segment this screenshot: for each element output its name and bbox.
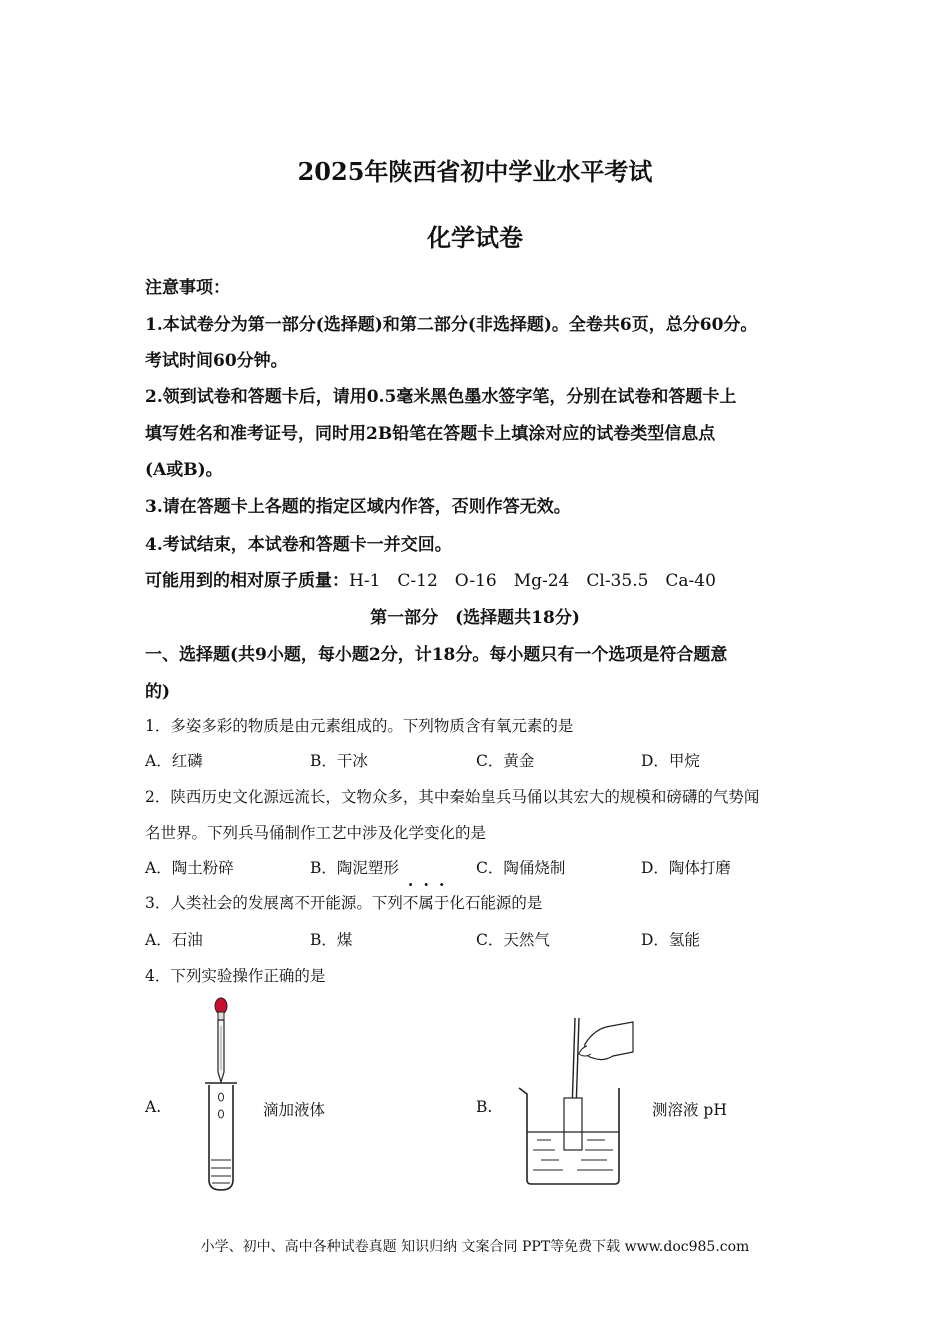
exam-title: 2025年陕西省初中学业水平考试 bbox=[297, 157, 653, 186]
section-heading-a: 一、选择题(共9小题，每小题2分，计18分。每小题只有一个选项是符合题意 bbox=[145, 645, 728, 665]
q3-emphasis-char-3: 于 bbox=[433, 894, 450, 912]
note-3: 3.请在答题卡上各题的指定区域内作答，否则作答无效。 bbox=[145, 497, 571, 517]
note-2c: (A或B)。 bbox=[145, 460, 223, 480]
q1-option-b: B．干冰 bbox=[310, 752, 368, 770]
notes-heading: 注意事项： bbox=[145, 278, 230, 298]
dropper-test-tube-figure bbox=[190, 990, 250, 1200]
note-2b: 填写姓名和准考证号，同时用2B铅笔在答题卡上填涂对应的试卷类型信息点 bbox=[145, 424, 716, 444]
note-1b: 考试时间60分钟。 bbox=[145, 351, 288, 371]
atomic-mass-line bbox=[145, 566, 716, 591]
q3-option-a: A．石油 bbox=[145, 931, 203, 949]
q1-option-d: D．甲烷 bbox=[641, 752, 700, 770]
q3-option-b: B．煤 bbox=[310, 931, 353, 949]
question-2-stem-a: 2．陕西历史文化源远流长，文物众多，其中秦始皇兵马俑以其宏大的规模和磅礴的气势闻 bbox=[145, 788, 760, 806]
q4-option-a-label: A. bbox=[145, 1098, 162, 1116]
note-2a: 2.领到试卷和答题卡后，请用0.5毫米黑色墨水签字笔，分别在试卷和答题卡上 bbox=[145, 387, 737, 407]
q4-option-b-label: B. bbox=[476, 1098, 493, 1116]
question-4-stem: 4．下列实验操作正确的是 bbox=[145, 967, 326, 985]
atomic-mass-values: H-1 C-12 O-16 Mg-24 Cl-35.5 Ca-40 bbox=[349, 571, 716, 591]
section-heading-b: 的) bbox=[145, 682, 171, 702]
question-2-stem-b: 名世界。下列兵马俑制作工艺中涉及化学变化的是 bbox=[145, 824, 487, 842]
part1-heading: 第一部分 (选择题共18分) bbox=[370, 608, 580, 628]
q3-emphasis-char-2: 属 bbox=[418, 894, 434, 912]
q4-option-b-caption: 测溶液 pH bbox=[652, 1101, 727, 1119]
q3-option-c: C．天然气 bbox=[476, 931, 550, 949]
q3-option-d: D．氢能 bbox=[641, 931, 700, 949]
q2-option-b: B．陶泥塑形 bbox=[310, 859, 399, 877]
hand-icon bbox=[585, 1022, 633, 1060]
exam-subtitle: 化学试卷 bbox=[427, 223, 523, 252]
question-3-stem bbox=[145, 891, 542, 913]
atomic-mass-label: 可能用到的相对原子质量： bbox=[145, 571, 349, 591]
q4-option-a-caption: 滴加液体 bbox=[263, 1101, 326, 1119]
page-footer: 小学、初中、高中各种试卷真题 知识归纳 文案合同 PPT等免费下载 www.doc985.com bbox=[200, 1239, 750, 1255]
q1-option-c: C．黄金 bbox=[476, 752, 535, 770]
q2-option-c: C．陶俑烧制 bbox=[476, 859, 566, 877]
q2-option-a: A．陶土粉碎 bbox=[145, 859, 234, 877]
ph-test-beaker-figure bbox=[515, 1012, 645, 1190]
q2-option-d: D．陶体打磨 bbox=[641, 859, 731, 877]
q3-stem-pre: 3．人类社会的发展离不开能源。下列 bbox=[145, 894, 403, 912]
note-1a: 1.本试卷分为第一部分(选择题)和第二部分(非选择题)。全卷共6页，总分60分。 bbox=[145, 315, 758, 335]
q1-option-a: A．红磷 bbox=[145, 752, 203, 770]
note-4: 4.考试结束，本试卷和答题卡一并交回。 bbox=[145, 535, 452, 555]
ph-strip bbox=[564, 1098, 582, 1150]
q3-emphasis-char-1: 不 bbox=[402, 894, 419, 912]
q3-stem-post: 化石能源的是 bbox=[449, 894, 543, 912]
question-1-stem: 1．多姿多彩的物质是由元素组成的。下列物质含有氧元素的是 bbox=[145, 717, 574, 735]
